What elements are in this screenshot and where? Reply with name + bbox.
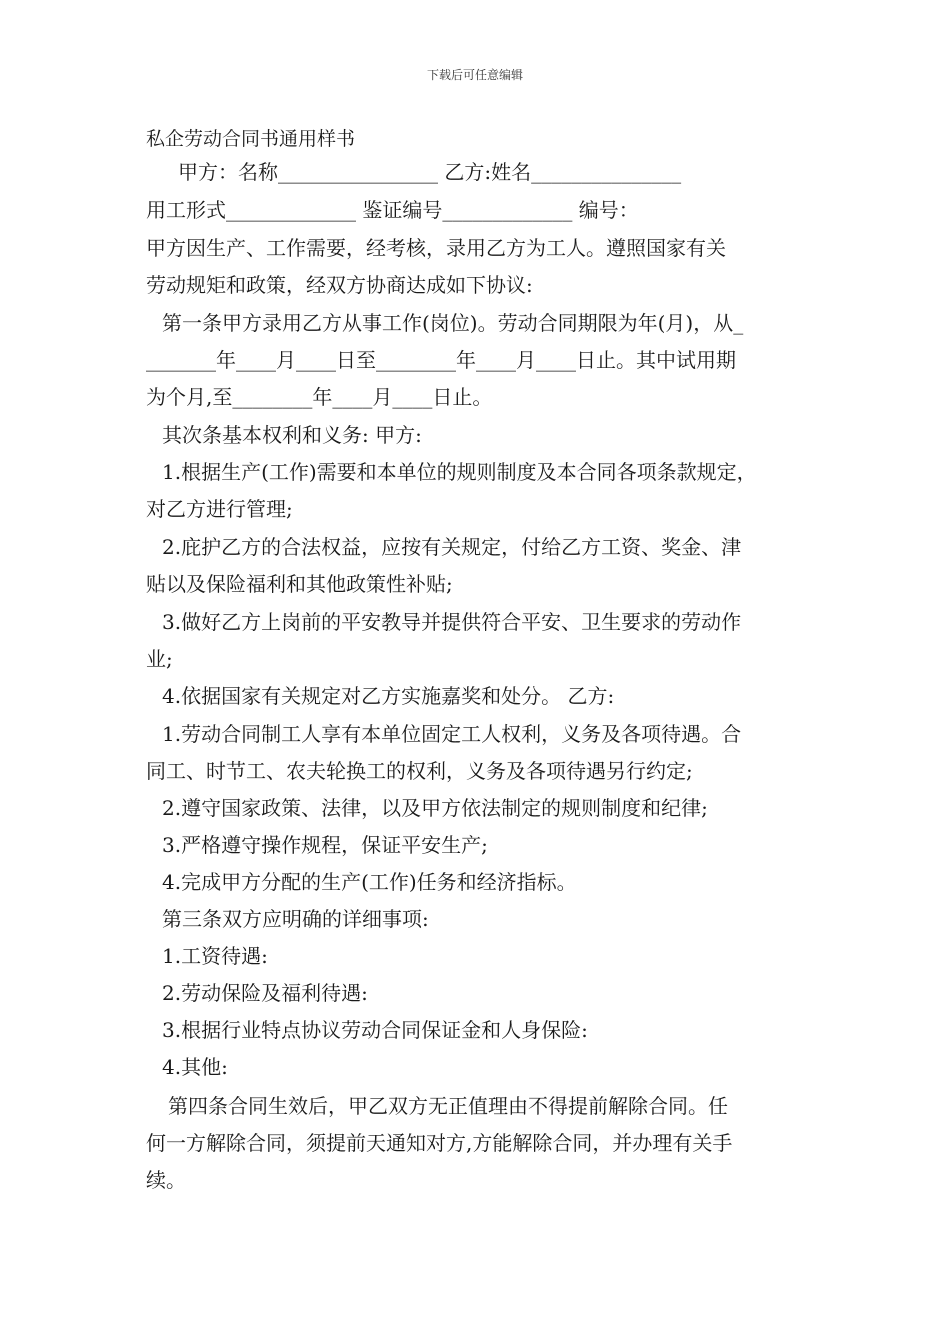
list-item: 3.根据行业特点协议劳动合同保证金和人身保险:: [162, 1018, 588, 1042]
list-item: 4.完成甲方分配的生产(工作)任务和经济指标。: [162, 870, 577, 894]
party-line: 甲方：名称________________ 乙方:姓名_______________: [178, 160, 682, 184]
list-item: 4.其他:: [162, 1055, 228, 1079]
paragraph-line: 何一方解除合同，须提前天通知对方,方能解除合同，并办理有关手: [146, 1131, 733, 1155]
article-1-line: 第一条甲方录用乙方从事工作(岗位)。劳动合同期限为年(月)，从_: [162, 311, 744, 335]
paragraph-line: 同工、时节工、农夫轮换工的权利，义务及各项待遇另行约定;: [146, 759, 693, 783]
list-item: 2.劳动保险及福利待遇:: [162, 981, 368, 1005]
paragraph-line: 续。: [146, 1168, 186, 1192]
article-3-line: 第三条双方应明确的详细事项:: [162, 907, 429, 931]
paragraph-line: 业;: [146, 647, 173, 671]
article-2-line: 其次条基本权利和义务: 甲方:: [162, 423, 422, 447]
paragraph-line: 对乙方进行管理;: [146, 497, 293, 521]
list-item: 4.依据国家有关规定对乙方实施嘉奖和处分。 乙方:: [162, 684, 615, 708]
list-item: 2.遵守国家政策、法律，以及甲方依法制定的规则制度和纪律;: [162, 796, 708, 820]
list-item: 3.严格遵守操作规程，保证平安生产;: [162, 833, 488, 857]
document-title: 私企劳动合同书通用样书: [146, 128, 356, 150]
list-item: 3.做好乙方上岗前的平安教导并提供符合平安、卫生要求的劳动作: [162, 610, 742, 634]
article-4-line: 第四条合同生效后，甲乙双方无正值理由不得提前解除合同。任: [168, 1094, 728, 1118]
list-item: 1.工资待遇:: [162, 944, 268, 968]
form-line: 用工形式_____________ 鉴证编号_____________ 编号：: [146, 198, 639, 222]
list-item: 1.根据生产(工作)需要和本单位的规则制度及本合同各项条款规定，: [162, 460, 757, 484]
paragraph-line: 贴以及保险福利和其他政策性补贴;: [146, 572, 453, 596]
list-item: 1.劳动合同制工人享有本单位固定工人权利，义务及各项待遇。合: [162, 722, 742, 746]
paragraph-line: 甲方因生产、工作需要，经考核，录用乙方为工人。遵照国家有关: [146, 236, 726, 260]
page-header: 下载后可任意编辑: [426, 68, 523, 82]
list-item: 2.庇护乙方的合法权益，应按有关规定，付给乙方工资、奖金、津: [162, 535, 742, 559]
paragraph-line: _______年____月____日至________年____月____日止。其中试用期: [146, 348, 736, 372]
paragraph-line: 劳动规矩和政策，经双方协商达成如下协议:: [146, 273, 533, 297]
paragraph-line: 为个月,至________年____月____日止。: [146, 385, 493, 409]
